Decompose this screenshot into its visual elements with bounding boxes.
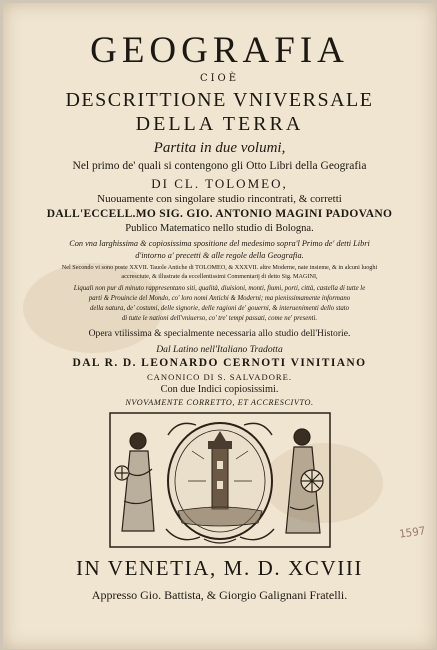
title-page [3,3,436,649]
secondo-line-1: Nel Secondo vi sono poste XXVII. Tauole Antiche di TOLOMEO, & XXXVII. altre Moderne, nate insieme, & in alcuni luoghi [61,264,378,271]
primo-volume-line: Nel primo de' quali si contengono gli Otto Libri della Geografia [72,160,367,172]
subtitle-cioe: CIOÈ [199,73,240,84]
translator-line: DAL R. D. LEONARDO CERNOTI VINITIANO [72,357,367,369]
left-figure-icon [115,433,154,531]
printer-device-icon [108,411,332,549]
liquali-line-1: Liquali non pur di minuto rappresentano siti, qualità, diuisioni, monti, fiumi, porti, città, castella di tutte le [73,285,366,292]
liquali-line-4: di tutte le nationi dell'vniuerso, co' tre' tempi passati, come ne' presenti. [121,315,318,322]
handwritten-note: 1597 [398,524,427,541]
corretto-line: NVOVAMENTE CORRETTO, ET ACCRESCIVTO. [125,398,314,407]
book-title: GEOGRAFIA [90,30,349,71]
editor-line: DALL'ECCELL.MO SIG. GIO. ANTONIO MAGINI PADOVANO [46,208,393,220]
right-figure-icon [286,429,323,533]
editor-role: Publico Matematico nello studio di Bologna. [125,223,314,234]
translation-note: Dal Latino nell'Italiano Tradotta [156,344,283,355]
translator-role: CANONICO DI S. SALVADORE. [146,372,293,382]
secondo-line-2: accresciute, & illustrate da eccellentissimi Commentarij di detto Sig. MAGINI, [121,273,318,280]
partita-line: Partita in due volumi, [153,140,286,156]
liquali-line-2: parti & Prouincie del Mondo, co' loro nomi Antichi & Moderni; ma pienissimamente informano [88,295,351,302]
publisher-line: Appresso Gio. Battista, & Giorgio Galignani Fratelli. [91,588,348,602]
indici-line: Con due Indici copiosissimi. [160,384,279,395]
commentary-line-1: Con vna larghissima & copiosissima spositione del medesimo sopra'l Primo de' detti Libri [69,239,370,248]
liquali-line-3: della natura, de' costumi, delle signorie, delle ragioni de' gouerni, & interuenimenti dello stato [89,305,350,312]
imprint-place-date: IN VENETIA, M. D. XCVIII [75,556,364,580]
description-line-2: DELLA TERRA [135,113,304,135]
nuovamente-line: Nuouamente con singolare studio rincontrati, & corretti [97,193,342,205]
commentary-line-2: d'intorno a' precetti & alle regole della Geografia. [135,251,304,260]
central-medallion-icon [166,423,274,540]
opera-line: Opera vtilissima & specialmente necessaria allo studio dell'Historie. [88,328,351,339]
author-name: DI CL. TOLOMEO, [151,176,288,191]
description-line-1: DESCRITTIONE VNIVERSALE [65,89,374,111]
